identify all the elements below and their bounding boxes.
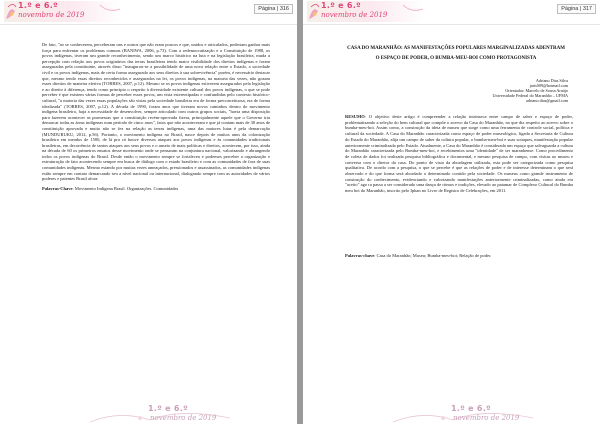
page-footer (303, 402, 600, 424)
banner-subtitle: novembro de 2019 (18, 11, 85, 19)
abstract-text: : O objetivo deste artigo é compreender a relação intrínseca entre campo de saber e espaço de poder, problematizando a seleção do bem cultural que compõe o acervo da Casa do Maranhão, no que diz respeito ao acervo sobre o bumba-meu-boi. Assim como, a construção da ideia de museu que surge como uma ferramenta de controle social, política e cultural da sociedade. A Casa do Maranhão caracterizada como espaço de poder museológico, ligada a Secretaria de Cultura do Estado do Maranhão, alija um campo de saber da cultura popular, o bumba-meu-boi e suas sotaques, manifestação popular anteriormente criminalizada pelo Estado. Atualmente, a Casa do Maranhão é considerada um espaço que salvaguarda a cultura do Maranhão caracterizada pelo Bumba-meu-boi, e recebimentos uma "identidade" de ser maranhense. Como procedimento de coleta de dados foi realizada pesquisa bibliográfica e documental, e mesmo pesquisa de campo, com visitas ao museu e conversa com o diretor da casa. Do ponto de vista da abordagem utilizada, esta pode ser categorizada como pesquisa qualitativa. De acordo com a pesquisa, o que se percebe é que as relações de poder e de interesse determinam o que será observado e do que forma será abordado o determinado contido pela sociedade. Os museus como grande instrumento de construção do conhecimento, evidenciando e valorizando manifestações anteriormente criminalizadas, como ainda era "aceito" ago ra passa a ser considerado uma dança de ritmos e tradições, elevado ao patamar de Complexo Cultural do Bumba meu boi do Maranhão, inscrito pelo Iphan no Livro de Registro de Celebrações, em 2011. (345, 114, 573, 194)
author-block (428, 78, 568, 103)
page-header (0, 0, 297, 25)
footer-dates: 1.º e 6.º (148, 404, 188, 413)
document-page-left (0, 0, 297, 424)
event-banner (307, 1, 425, 22)
event-banner (4, 1, 122, 22)
footer-subtitle: novembro de 2019 (150, 414, 217, 422)
page-number: Página | 317 (557, 4, 596, 14)
institution: Universidade Federal do Maranhão – UFMA (492, 93, 568, 98)
page-number: Página | 316 (254, 4, 293, 14)
keywords-value: : Casa do Maranhão; Museu; Bumba-meu-boi; Relação de poder. (374, 253, 492, 258)
keywords-value: : Movimento Indígena Brasil. Organizações. Comunidades (72, 185, 179, 191)
advisor-email: adriano.dias@gmail.com (526, 98, 568, 103)
keywords-label: Palavras-Chave (42, 185, 73, 191)
page-header (303, 0, 600, 25)
author-email: jaris009@hotmail.com (529, 83, 568, 88)
document-page-right (303, 0, 600, 424)
banner-dates: 1.º e 6.º (18, 1, 58, 10)
footer-dates: 1.º e 6.º (451, 404, 491, 413)
banner-dates: 1.º e 6.º (321, 1, 361, 10)
paragraph: De fato, "ao se conhecerem, perceberam uns e outros que não eram poucos e que, unidos e articulados, poderiam ganhar mais força para enfrentar os problemas comuns (BANIWA, 2006, p.73). Com a redemocratização e a Constituição de 1988, os povos indígenas, tiveram um grande reconhecimento, sendo um marco histórico na luta e na legislação brasileira, muda a percepção com relação aos povos originários das terras brasileiras tendo maior visibilidade dos direitos indígenas e foram asseguradas pela constituinte, através disso "inaugurou-se a possibilidade de uma nova relação entre o Estado, a sociedade civil e os povos indígenas, mais de certa forma assegurado aos seus direitos à sua sobrevivência" porém, é necessário destacar que, mesmo tendo essas direitos reconhecidos e assegurados na lei, os povos indígenas, na maioria das vezes, não gozam esses direitos de maneira efetiva (TORRES, 2007, p.12). Mesmo se os povos indígenas estiverem assegurados pela legislação e ao direito à diferença, tendo como princípio o respeito à diversidade existente cultural dos povos indígenas, o que se pode perceber é que existem várias formas de perceber esses povos, um vista estereotipadas e confundidas pelo contexto histórico-cultural, "a maioria das vezes essas populações são vistas pela sociedade brasileira era de forma preconceituosa, era de forma idealizada" (TORRES, 2007, p.12). A década de 1990, foram anos que tiveram novos caminhos dentro do movimento indígena brasileiro, haja a necessidade de desenvolver, sempre articulado com outros grupos sociais, "havia uma disposição para fazerem acontecer as promessas que a constituição recém-aprovada fizera, principalmente aquele que o Governo iria demarcar todas as áreas indígenas num período de cinco anos", fatos que não aconteceram e que já contam mais de 30 anos de constituição aprovada e muito não se fez na relação as terras indígenas, uma das maiores lutas é pela demarcação (MUNDURUKU, 2012, p.56). Portanto, o movimento indígena no Brasil, nasce depois de muitos anos da colonização brasileira em meados de 1500, de lá pra cá houve diversos ataques aos povos indígenas e às comunidades tradicionais brasileiras, em decorrência de tantos ataques aos seus povos e o anseio de mais políticas e direitos, acontecem, por isso, ainda na década de 60 os primeiros ensaios desse movimento onde se pensaram na conjuntura nacional, valorizando e abrangendo todos os povos indígenas do Brasil. Desde então o movimento sempre se fortaleceu e podemos perceber a organização e estruturação de fato acontecendo sempre em busca de diálogo com o estado brasileiro e com as comunidades de fora de suas comunidades indígenas. Mesmo estando por muitas vezes ameaçados, pressionados e assassinados, as comunidades indígenas estão sempre em contato demarcando seu a nível nacional ou internacional, dialogando sempre com as autoridades de vários poderes e patentes Brasil afora. (42, 42, 270, 182)
banner-subtitle: novembro de 2019 (321, 11, 388, 19)
abstract (345, 114, 573, 194)
page-footer (0, 402, 297, 424)
author-name: Adriano Dias Silva (535, 78, 568, 83)
body-text (42, 42, 270, 191)
keywords-line (42, 186, 270, 192)
article-title: CASA DO MARANHÃO: AS MANIFESTAÇÕES POPULARES MARGINALIZADAS ADENTRAM O ESPAÇO DE PODER, O BUMBA-MEU-BOI COMO PROTAGONISTA (347, 46, 565, 61)
footer-subtitle: novembro de 2019 (453, 414, 520, 422)
abstract-label: RESUMO (345, 114, 365, 119)
advisor-name: Orientador: Marcelo de Sousa Araújo (505, 88, 568, 93)
keywords-line (345, 253, 573, 259)
keywords-label: Palavras-chave (345, 253, 375, 258)
